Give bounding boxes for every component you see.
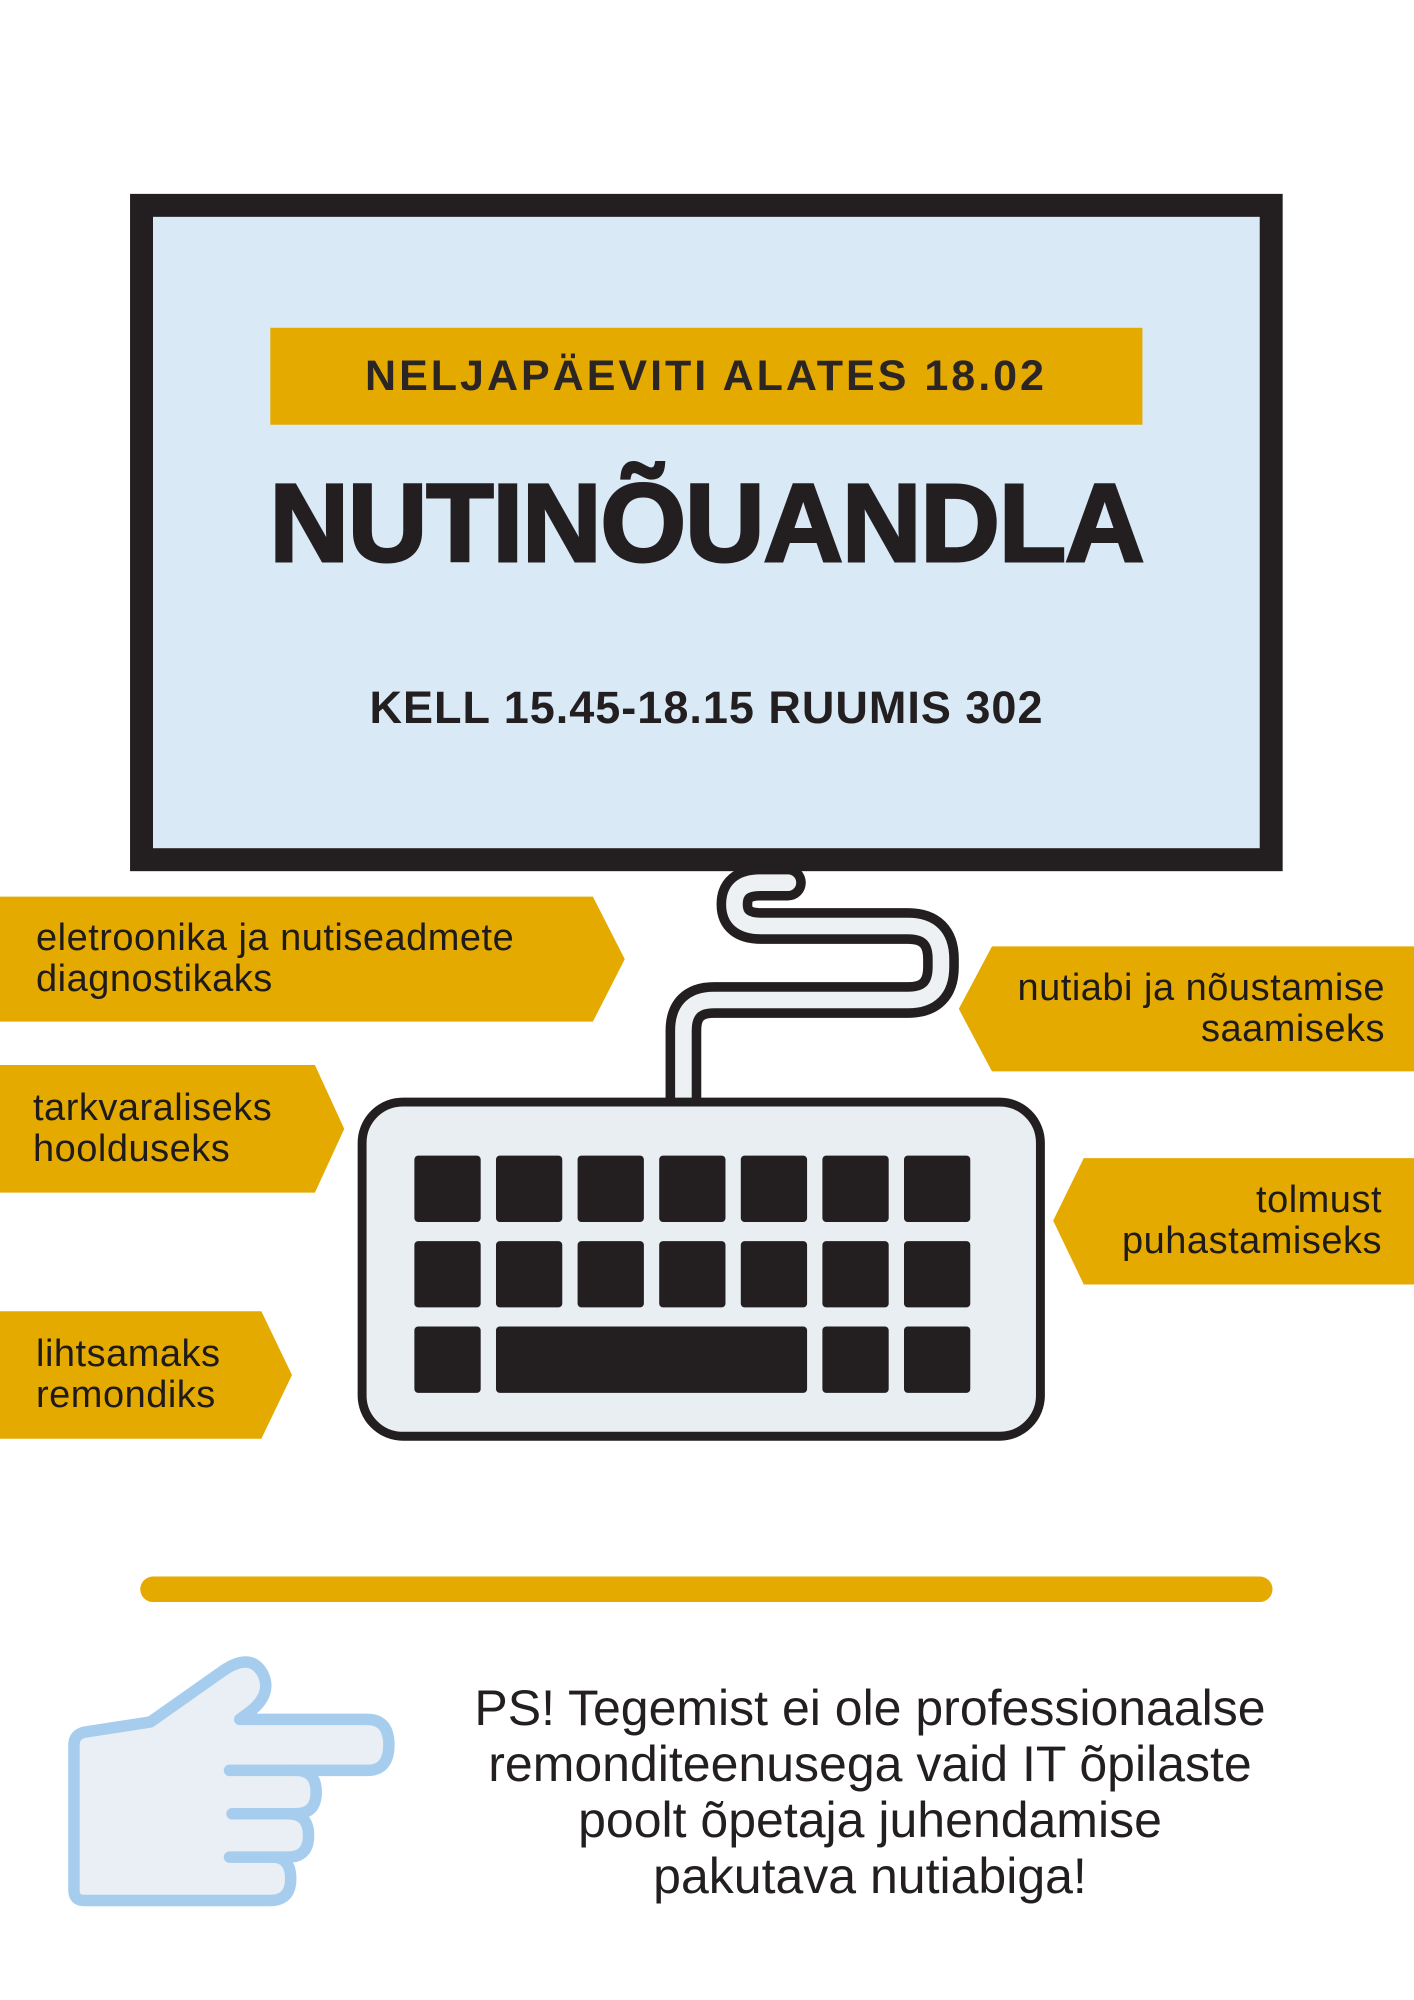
pointing-hand-icon bbox=[74, 1662, 389, 1901]
poster-title: NUTINÕUANDLA bbox=[269, 462, 1144, 585]
keyboard-key bbox=[496, 1241, 562, 1307]
spacebar-key bbox=[496, 1327, 807, 1393]
keyboard-key bbox=[496, 1156, 562, 1222]
keyboard-key bbox=[414, 1327, 480, 1393]
service-label-line: lihtsamaks bbox=[36, 1332, 221, 1375]
keyboard-key bbox=[578, 1241, 644, 1307]
service-label-line: tarkvaraliseks bbox=[33, 1086, 273, 1129]
service-label-repair bbox=[0, 1311, 261, 1438]
keyboard-key bbox=[822, 1327, 888, 1393]
keyboard-key bbox=[414, 1241, 480, 1307]
service-label-line: nutiabi ja nõustamise bbox=[1017, 966, 1385, 1009]
service-label-line: hoolduseks bbox=[33, 1127, 231, 1170]
date-banner-text: NELJAPÄEVITI ALATES 18.02 bbox=[365, 352, 1047, 400]
keyboard-icon bbox=[362, 1102, 1040, 1436]
service-label-advice bbox=[992, 946, 1414, 1071]
service-label-software bbox=[0, 1065, 315, 1192]
service-label-dust-cleaning bbox=[1084, 1158, 1414, 1284]
keyboard-key bbox=[659, 1241, 725, 1307]
keyboard-key bbox=[822, 1156, 888, 1222]
keyboard-key bbox=[741, 1156, 807, 1222]
service-label-line: diagnostikaks bbox=[36, 957, 273, 1000]
service-label-electronics bbox=[0, 896, 593, 1021]
service-label-line: saamiseks bbox=[1201, 1007, 1385, 1050]
keyboard-key bbox=[659, 1156, 725, 1222]
keyboard-key bbox=[414, 1156, 480, 1222]
keyboard-key bbox=[822, 1241, 888, 1307]
cable-icon bbox=[683, 883, 941, 1110]
keyboard-key bbox=[904, 1241, 970, 1307]
keyboard-key bbox=[904, 1156, 970, 1222]
note-line: poolt õpetaja juhendamise bbox=[578, 1792, 1162, 1848]
hand-outline bbox=[74, 1662, 389, 1901]
service-label-line: tolmust bbox=[1256, 1179, 1382, 1221]
keyboard-key bbox=[741, 1241, 807, 1307]
time-and-room: KELL 15.45-18.15 RUUMIS 302 bbox=[369, 682, 1044, 733]
keyboard-key bbox=[578, 1156, 644, 1222]
disclaimer-note bbox=[420, 1680, 1320, 1904]
service-label-line: remondiks bbox=[36, 1373, 216, 1416]
service-label-line: eletroonika ja nutiseadmete bbox=[36, 916, 515, 959]
note-line: remonditeenusega vaid IT õpilaste bbox=[488, 1736, 1252, 1792]
keyboard-key bbox=[904, 1327, 970, 1393]
service-label-line: puhastamiseks bbox=[1122, 1220, 1382, 1262]
note-line: pakutava nutiabiga! bbox=[653, 1848, 1087, 1904]
note-line: PS! Tegemist ei ole professionaalse bbox=[474, 1680, 1266, 1736]
